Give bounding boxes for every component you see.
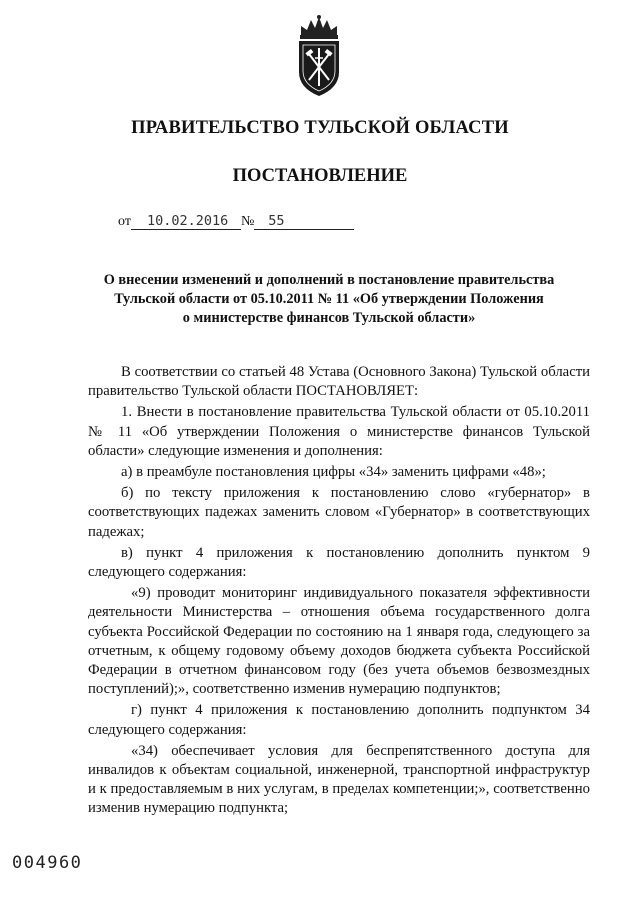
document-number: 55 [254,213,354,230]
paragraph-quote-9: «9) проводит мониторинг индивидуального показателя эффективности деятельности Министерства – отношения объема государственного долга субъекта Российской Федерации по состоянию на 1 января года, следующего за отчетным, к общему годовому объему доходов бюджета субъекта Российской Федерации в отчетном финансовом году (без учета объемов безвозмездных поступлений);», соответственно изменив нумерацию подпунктов; [88,585,590,698]
paragraph-subitem-v: в) пункт 4 приложения к постановлению дополнить пунктом 9 следующего содержания: [88,544,590,581]
document-heading [80,271,578,328]
document-type: ПОСТАНОВЛЕНИЕ [232,166,408,186]
paragraph-subitem-b: б) по тексту приложения к постановлению слово «губернатор» в соответствующих падежах заменить словом «Губернатор» в соответствующих падежах; [88,485,590,540]
paragraph-quote-34: «34) обеспечивает условия для беспрепятственного доступа для инвалидов к объектам социальной, инженерной, транспортной инфраструктур и к предоставляемым в них услугам, в пределах компетенции;», соответственно изменив нумерацию подпункта; [88,742,590,817]
number-prefix: № [240,214,255,229]
serial-number: 004960 [12,853,83,873]
date-number-line [118,213,354,230]
government-title: ПРАВИТЕЛЬСТВО ТУЛЬСКОЙ ОБЛАСТИ [131,118,509,138]
paragraph-subitem-g: г) пункт 4 приложения к постановлению дополнить подпунктом 34 следующего содержания: [88,702,590,738]
date-prefix: от [118,214,131,229]
tula-coat-of-arms-icon [291,14,347,98]
heading-line: Тульской области от 05.10.2011 № 11 «Об утверждении Положения [114,291,544,307]
document-date: 10.02.2016 [131,213,241,230]
heading-line: о министерстве финансов Тульской области» [182,310,476,326]
heading-line: О внесении изменений и дополнений в постановление правительства [103,272,555,288]
paragraph-subitem-a: а) в преамбуле постановления цифры «34» заменить цифрами «48»; [121,464,546,481]
paragraph-item-1: 1. Внести в постановление правительства Тульской области от 05.10.2011 № 11 «Об утверждении Положения о министерстве финансов Тульской области» следующие изменения и дополнения: [88,404,590,459]
paragraph-preamble: В соответствии со статьей 48 Устава (Основного Закона) Тульской области правительство Тульской области ПОСТАНОВЛЯЕТ: [88,364,590,400]
document-body [88,363,590,821]
